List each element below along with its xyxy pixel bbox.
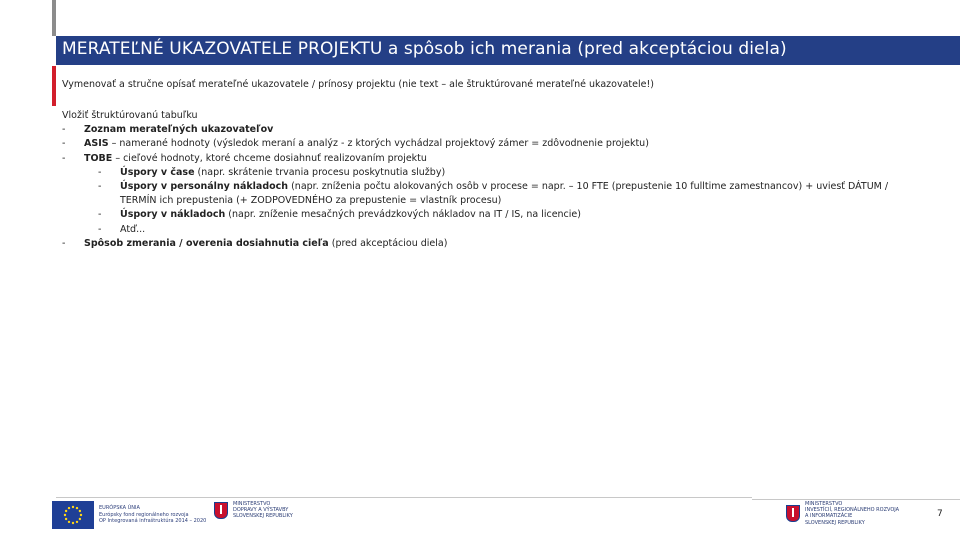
red-accent-bar	[52, 66, 56, 106]
ministry-transport-logo	[214, 501, 293, 520]
item-text: (pred akceptáciou diela)	[328, 237, 448, 249]
sub-list-item-continuation: TERMÍN ich prepustenia (+ ZODPOVEDNÉHO za prepustenie = vlastník procesu)	[120, 195, 502, 207]
item-bold: Úspory v personálny nákladoch	[120, 181, 289, 193]
bullet-dash: -	[98, 181, 102, 193]
footer-divider-right	[752, 499, 960, 500]
bullet-dash: -	[62, 237, 66, 249]
lead-line: Vložiť štruktúrovanú tabuľku	[62, 110, 198, 121]
content-body	[62, 109, 888, 251]
eu-logo-text: EURÓPSKA ÚNIA Európsky fond regionálneho rozvoja OP Integrovaná infraštruktúra 2014 – 2020	[99, 505, 207, 525]
footer-divider	[56, 497, 752, 498]
ministry-investment-logo	[786, 501, 899, 526]
item-bold: Zoznam merateľných ukazovateľov	[84, 124, 274, 136]
list-item	[62, 137, 888, 151]
slovak-crest-icon	[214, 502, 228, 519]
item-bold: ASIS	[84, 138, 109, 150]
item-bold: Spôsob zmerania / overenia dosiahnutia cieľa	[84, 237, 329, 249]
bullet-dash: -	[62, 152, 66, 164]
bullet-dash: -	[98, 166, 102, 178]
list-item	[62, 152, 888, 166]
sub-list-item	[62, 166, 888, 180]
bullet-dash: -	[62, 124, 66, 136]
top-accent-bar	[52, 0, 56, 36]
item-bold: Úspory v nákladoch	[120, 209, 226, 221]
ministry-transport-text: MINISTERSTVO DOPRAVY A VÝSTAVBY SLOVENSKEJ REPUBLIKY	[233, 501, 293, 520]
item-text: Atď...	[120, 223, 146, 235]
bullet-dash: -	[98, 223, 102, 235]
intro-text: Vymenovať a stručne opísať merateľné ukazovatele / prínosy projektu (nie text – ale štruktúrované merateľné ukazovatele!)	[62, 79, 654, 90]
sub-list-item	[62, 180, 888, 194]
item-bold: Úspory v čase	[120, 166, 195, 178]
eu-flag-icon	[52, 501, 94, 529]
item-text: (napr. skrátenie trvania procesu poskytnutia služby)	[194, 166, 446, 178]
page-number: 7	[937, 509, 943, 519]
list-item	[62, 237, 888, 251]
sub-list-item	[62, 208, 888, 222]
slide-title: MERATEĽNÉ UKAZOVATELE PROJEKTU a spôsob ich merania (pred akceptáciou diela)	[62, 39, 787, 59]
item-text: – namerané hodnoty (výsledok meraní a analýz - z ktorých vychádzal projektový zámer = zdôvodnenie projektu)	[108, 138, 649, 150]
bullet-dash: -	[98, 209, 102, 221]
slovak-crest-icon	[786, 505, 800, 522]
item-text: (napr. zníženie mesačných prevádzkových nákladov na IT / IS, na licencie)	[225, 209, 581, 221]
item-text: (napr. zníženia počtu alokovaných osôb v procese = napr. – 10 FTE (prepustenie 10 fulltime zamestnancov) + uviesť DÁTUM /	[288, 181, 889, 193]
list-item	[62, 123, 888, 137]
eu-logo	[52, 501, 206, 529]
bullet-dash: -	[62, 138, 66, 150]
item-bold: TOBE	[84, 152, 113, 164]
ministry-investment-text: MINISTERSTVO INVESTÍCIÍ, REGIONÁLNEHO ROZVOJA A INFORMATIZÁCIE SLOVENSKEJ REPUBLIKY	[805, 501, 900, 526]
item-text: – cieľové hodnoty, ktoré chceme dosiahnuť realizovaním projektu	[112, 152, 427, 164]
sub-list-item	[62, 223, 888, 237]
title-band	[56, 36, 960, 65]
